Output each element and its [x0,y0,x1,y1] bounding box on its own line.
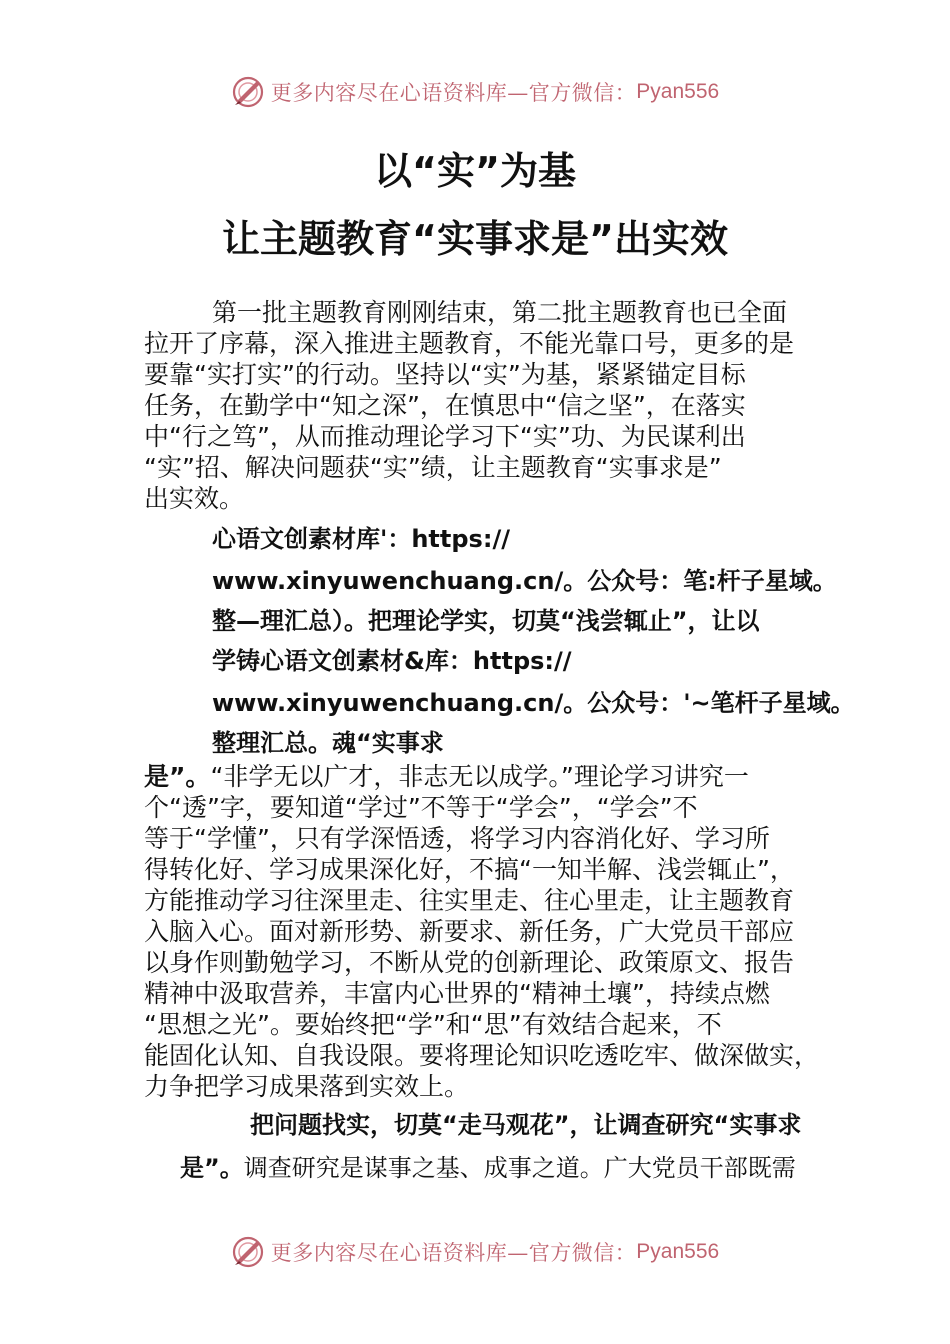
paragraph2-first-rest: “非学无以广才，非志无以成学。”理论学习讲究一 [210,762,749,791]
watermark-line: 整理汇总。魂“实事求 [212,729,444,757]
paragraph2-line: 以身作则勤勉学习，不断从党的创新理论、政策原文、报告 [144,948,795,977]
paragraph1-line: 拉开了序幕，深入推进主题教育，不能光靠口号，更多的是 [144,329,795,358]
banner-wechat-id: Pyan556 [636,1240,720,1263]
watermark-line: 学铸心语文创素材&库：https:// [212,647,572,675]
paragraph2-line: 入脑入心。面对新形势、新要求、新任务，广大党员干部应 [144,917,795,946]
paragraph1-line: 中“行之笃”，从而推动理论学习下“实”功、为民谋利出 [144,422,746,451]
banner-wechat-id: Pyan556 [636,80,720,103]
paragraph2-line: 个“透”字，要知道“学过”不等于“学会”，“学会”不 [144,793,698,822]
paragraph2-line: 等于“学懂”，只有学深悟透，将学习内容消化好、学习所 [144,824,770,853]
paragraph1-line: 要靠“实打实”的行动。坚持以“实”为基，紧紧锚定目标 [144,360,746,389]
brand-logo-icon [231,1235,265,1269]
paragraph3-line2 [180,1153,796,1183]
watermark-line: 心语文创素材库'：https:// [212,525,510,553]
paragraph3-lead: 是”。 [180,1154,244,1182]
watermark-line: www.xinyuwenchuang.cn/。公众号：'~笔杆子星域。 [212,689,855,717]
page-title-line2: 让主题教育“实事求是”出实效 [222,217,728,261]
paragraph2-lead: 是”。 [144,762,211,791]
header-banner [0,72,950,112]
paragraph2-line: “思想之光”。要始终把“学”和“思”有效结合起来，不 [144,1010,722,1039]
paragraph2-first-line [144,762,749,792]
paragraph1-line: 第一批主题教育刚刚结束，第二批主题教育也已全面 [212,298,788,327]
paragraph3-rest: 调查研究是谋事之基、成事之道。广大党员干部既需 [243,1154,796,1182]
watermark-line: 整—理汇总）。把理论学实，切莫“浅尝辄止”，让以 [212,607,760,635]
paragraph2-line: 方能推动学习往深里走、往实里走、往心里走，让主题教育 [144,886,795,915]
paragraph2-line: 能固化认知、自我设限。要将理论知识吃透吃牢、做深做实， [144,1041,820,1070]
banner-text: 更多内容尽在心语资料库—官方微信： [270,1241,637,1265]
paragraph1-line: 出实效。 [144,484,245,513]
paragraph3-heading: 把问题找实，切莫“走马观花”，让调查研究“实事求 [250,1111,802,1139]
footer-banner [0,1232,950,1272]
page-title-line1: 以“实”为基 [374,149,576,193]
banner-text: 更多内容尽在心语资料库—官方微信： [270,81,637,105]
paragraph2-line: 力争把学习成果落到实效上。 [144,1072,470,1101]
watermark-line: www.xinyuwenchuang.cn/。公众号：笔:杆子星域。 [212,567,837,595]
paragraph1-line: “实”招、解决问题获“实”绩，让主题教育“实事求是” [144,453,722,482]
paragraph1-line: 任务，在勤学中“知之深”，在慎思中“信之坚”，在落实 [144,391,746,420]
paragraph2-line: 精神中汲取营养，丰富内心世界的“精神土壤”，持续点燃 [144,979,770,1008]
brand-logo-icon [231,75,265,109]
paragraph2-line: 得转化好、学习成果深化好，不搞“一知半解、浅尝辄止”， [144,855,795,884]
